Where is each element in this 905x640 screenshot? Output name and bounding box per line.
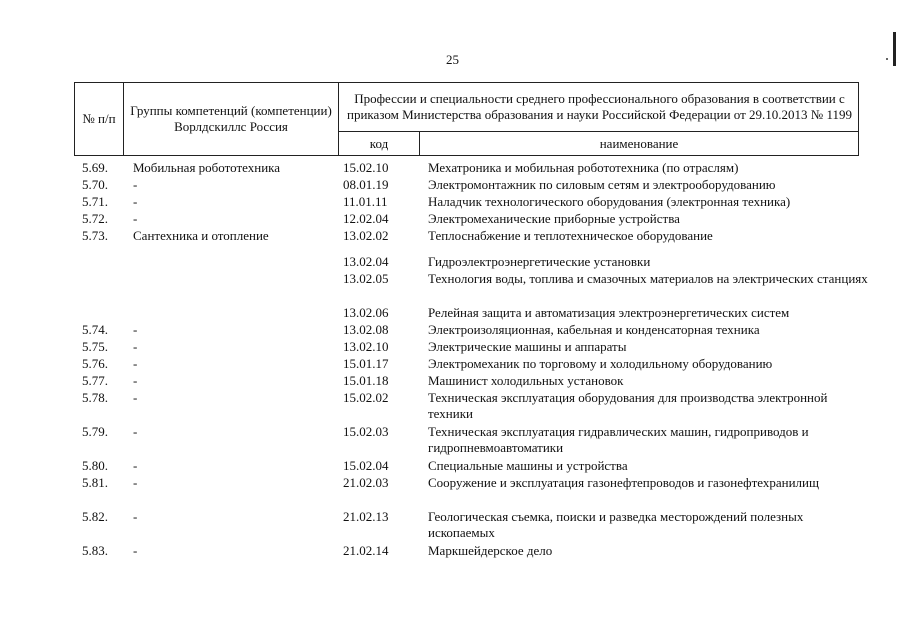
header-num: № п/п — [82, 111, 116, 126]
row-number: 5.79. — [82, 424, 108, 439]
row-group: - — [133, 458, 138, 473]
header-code: код — [369, 135, 389, 151]
row-group: Мобильная робототехника — [133, 160, 281, 175]
row-number: 5.77. — [82, 373, 108, 388]
row-name: Электрические машины и аппараты — [428, 339, 627, 354]
row-group: Сантехника и отопление — [133, 228, 269, 243]
row-name: Специальные машины и устройства — [428, 458, 628, 473]
row-name: Наладчик технологического оборудования (электронная техника) — [428, 194, 791, 209]
row-number: 5.74. — [82, 322, 108, 337]
row-number: 5.72. — [82, 211, 108, 226]
row-number: 5.73. — [82, 228, 108, 243]
scan-edge-mark — [893, 32, 896, 66]
row-name: Релейная защита и автоматизация электроэнергетических систем — [428, 305, 790, 320]
row-number: 5.76. — [82, 356, 108, 371]
row-code: 15.02.02 — [343, 390, 389, 405]
table-header — [74, 82, 859, 156]
row-name: Электроизоляционная, кабельная и конденсаторная техника — [428, 322, 760, 337]
row-code: 13.02.06 — [343, 305, 389, 320]
header-name: наименование — [599, 135, 679, 151]
row-group: - — [133, 177, 138, 192]
row-group: - — [133, 390, 138, 405]
header-group: Группы компетенций (компетенции) Ворлдскиллс Россия — [130, 103, 332, 134]
row-group: - — [133, 475, 138, 490]
row-name: Технология воды, топлива и смазочных материалов на электрических станциях — [428, 271, 868, 286]
row-number: 5.81. — [82, 475, 108, 490]
row-code: 15.02.10 — [343, 160, 389, 175]
row-name: Гидроэлектроэнергетические установки — [428, 254, 651, 269]
row-code: 21.02.03 — [343, 475, 389, 490]
row-group: - — [133, 373, 138, 388]
header-professions: Профессии и специальности среднего профессионального образования в соответствии с приказом Министерства образования и науки Российской Федерации от 29.10.2013 № 1199 — [347, 91, 852, 122]
row-group: - — [133, 339, 138, 354]
row-number: 5.83. — [82, 543, 108, 558]
row-code: 13.02.08 — [343, 322, 389, 337]
header-divider-num — [123, 83, 124, 155]
row-name: Техническая эксплуатация оборудования для производства электронной техники — [428, 390, 828, 421]
row-name: Электромеханик по торговому и холодильному оборудованию — [428, 356, 773, 371]
row-name: Техническая эксплуатация гидравлических машин, гидроприводов и гидропневмоавтоматики — [428, 424, 809, 455]
row-name: Мехатроника и мобильная робототехника (по отраслям) — [428, 160, 739, 175]
row-code: 15.02.04 — [343, 458, 389, 473]
row-code: 15.01.18 — [343, 373, 389, 388]
scan-dust-dot — [886, 58, 888, 60]
row-group: - — [133, 509, 138, 524]
row-code: 13.02.10 — [343, 339, 389, 354]
row-group: - — [133, 356, 138, 371]
row-group: - — [133, 194, 138, 209]
row-number: 5.71. — [82, 194, 108, 209]
row-name: Сооружение и эксплуатация газонефтепроводов и газонефтехранилищ — [428, 475, 820, 490]
row-code: 12.02.04 — [343, 211, 389, 226]
page-number: 25 — [446, 52, 459, 67]
row-name: Электромонтажник по силовым сетям и электрооборудованию — [428, 177, 776, 192]
row-number: 5.69. — [82, 160, 108, 175]
row-code: 13.02.04 — [343, 254, 389, 269]
row-group: - — [133, 424, 138, 439]
row-name: Теплоснабжение и теплотехническое оборудование — [428, 228, 713, 243]
row-code: 13.02.05 — [343, 271, 389, 286]
row-group: - — [133, 211, 138, 226]
row-number: 5.80. — [82, 458, 108, 473]
row-number: 5.75. — [82, 339, 108, 354]
row-number: 5.82. — [82, 509, 108, 524]
row-code: 11.01.11 — [343, 194, 388, 209]
row-code: 21.02.13 — [343, 509, 389, 524]
row-code: 15.01.17 — [343, 356, 389, 371]
row-name: Геологическая съемка, поиски и разведка месторождений полезных ископаемых — [428, 509, 804, 540]
row-code: 21.02.14 — [343, 543, 389, 558]
row-number: 5.70. — [82, 177, 108, 192]
row-name: Электромеханические приборные устройства — [428, 211, 680, 226]
row-group: - — [133, 543, 138, 558]
row-name: Машинист холодильных установок — [428, 373, 624, 388]
row-code: 15.02.03 — [343, 424, 389, 439]
row-code: 08.01.19 — [343, 177, 389, 192]
row-group: - — [133, 322, 138, 337]
row-number: 5.78. — [82, 390, 108, 405]
row-code: 13.02.02 — [343, 228, 389, 243]
row-name: Маркшейдерское дело — [428, 543, 553, 558]
